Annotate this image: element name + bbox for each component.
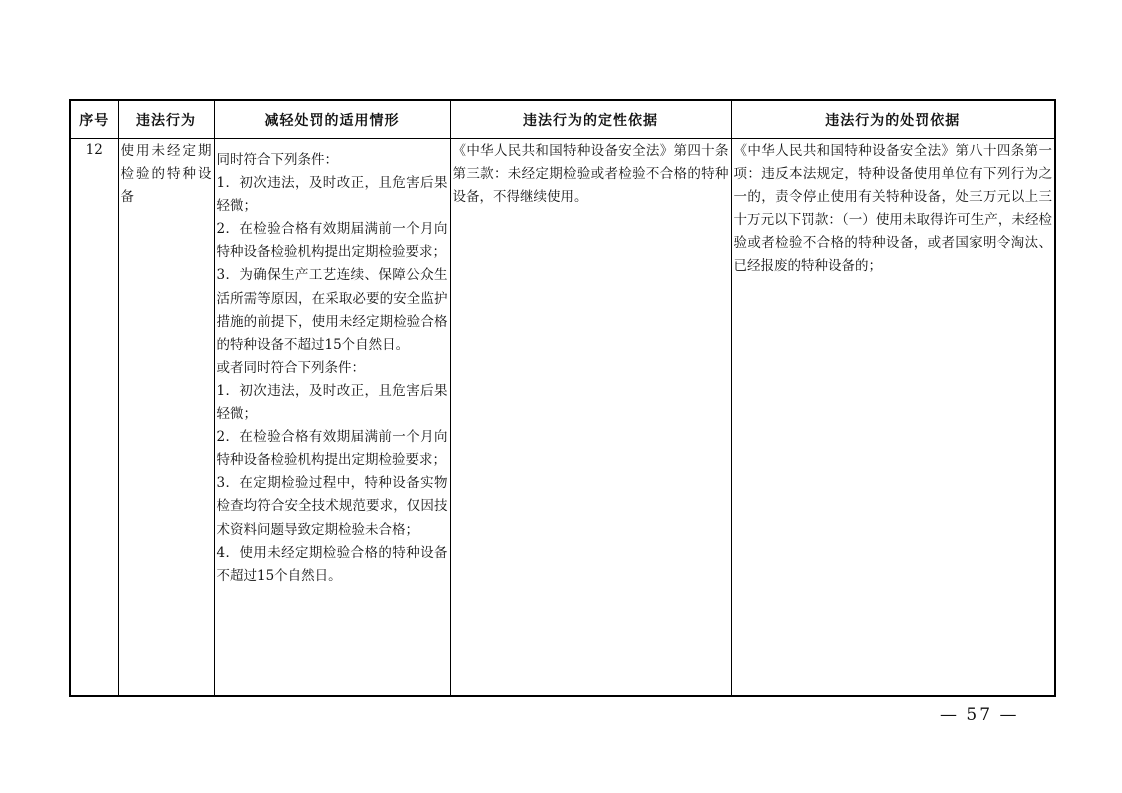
condition-line: 4．使用未经定期检验合格的特种设备不超过15个自然日。 [216, 544, 448, 584]
header-mitigation-conditions: 减轻处罚的适用情形 [214, 100, 450, 139]
violation-text: 使用未经定期检验的特种设备 [120, 143, 212, 206]
condition-line: 3．为确保生产工艺连续、保障公众生活所需等原因，在采取必要的安全监护措施的前提下，使用未经定期检验合格的特种设备不超过15个自然日。 [216, 267, 448, 353]
condition-line: 1．初次违法，及时改正，且危害后果轻微； [216, 382, 448, 423]
condition-line: 或者同时符合下列条件： [216, 359, 365, 376]
table-header-row [70, 100, 1055, 139]
penalty-basis-text: 《中华人民共和国特种设备安全法》第八十四条第一项：违反本法规定，特种设备使用单位有下列行为之一的，责令停止使用有关特种设备，处三万元以上三十万元以下罚款：（一）使用未取得许可生产，未经检验或者检验不合格的特种设备，或者国家明令淘汰、已经报废的特种设备的； [733, 143, 1052, 275]
table-row [70, 139, 1055, 697]
qualification-basis-text: 《中华人民共和国特种设备安全法》第四十条第三款：未经定期检验或者检验不合格的特种设备，不得继续使用。 [452, 143, 729, 206]
condition-line: 3．在定期检验过程中，特种设备实物检查均符合安全技术规范要求，仅因技术资料问题导致定期检验未合格； [216, 475, 448, 538]
condition-line: 2．在检验合格有效期届满前一个月向特种设备检验机构提出定期检验要求； [216, 429, 448, 469]
qualification-basis-cell [450, 139, 731, 697]
penalty-basis-cell [731, 139, 1055, 697]
page-number: — 57 — [940, 705, 1019, 725]
header-penalty-basis: 违法行为的处罚依据 [731, 100, 1055, 139]
header-qualification-basis: 违法行为的定性依据 [450, 100, 731, 139]
penalty-table [69, 99, 1056, 697]
header-violation: 违法行为 [118, 100, 214, 139]
condition-line: 1．初次违法，及时改正，且危害后果轻微； [216, 175, 448, 215]
header-number: 序号 [70, 100, 118, 139]
conditions-cell [214, 139, 450, 697]
conditions-list [215, 139, 450, 588]
violation-cell [118, 139, 214, 697]
condition-line: 2．在检验合格有效期届满前一个月向特种设备检验机构提出定期检验要求； [216, 221, 448, 261]
row-number: 12 [70, 139, 118, 697]
condition-line: 同时符合下列条件： [216, 152, 338, 168]
